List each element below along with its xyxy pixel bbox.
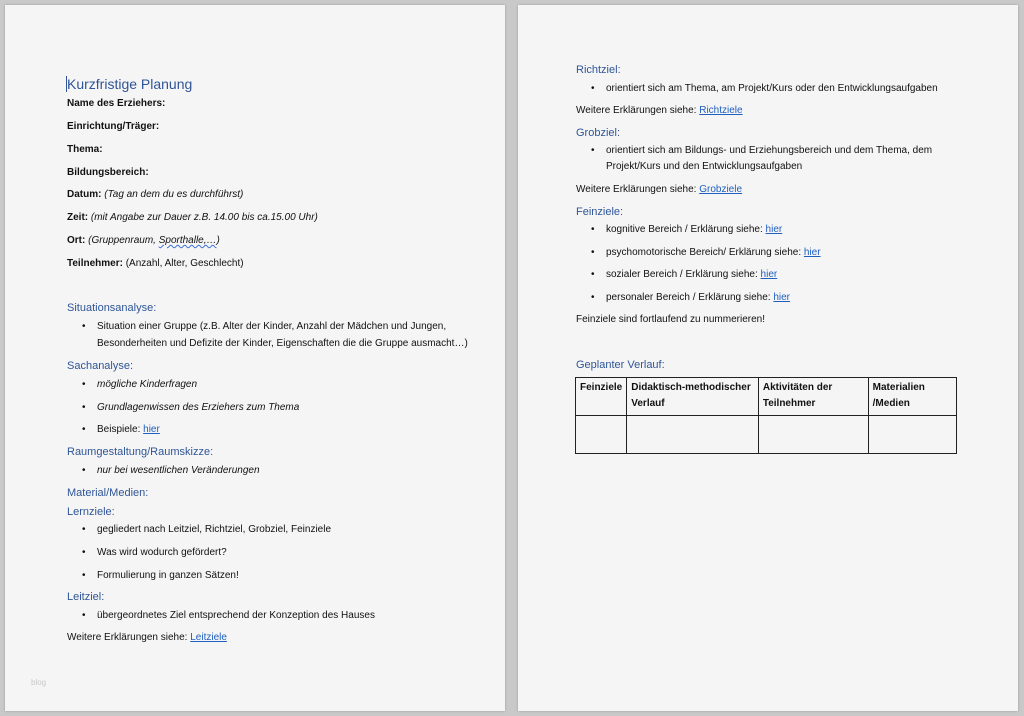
field-teilnehmer-label: Teilnehmer:	[67, 258, 123, 269]
raumgestaltung-item: nur bei wesentlichen Veränderungen	[97, 465, 260, 476]
field-zeit-label: Zeit:	[67, 212, 89, 223]
bullet-icon: •	[591, 224, 595, 235]
field-teilnehmer-value: (Anzahl, Alter, Geschlecht)	[125, 258, 244, 269]
leitziel-item: übergeordnetes Ziel entsprechend der Konzeption des Hauses	[97, 610, 375, 621]
field-zeit	[67, 211, 318, 224]
heading-richtziel: Richtziel:	[576, 64, 621, 76]
table-header-row	[576, 378, 957, 416]
document-page-1	[5, 5, 505, 711]
field-datum	[67, 188, 243, 201]
watermark: blog	[31, 678, 47, 687]
leitziele-link[interactable]: Leitziele	[190, 632, 227, 643]
feinziele-note: Feinziele sind fortlaufend zu nummerieren!	[576, 314, 765, 325]
verlauf-table	[575, 377, 957, 454]
field-name-label: Name des Erziehers:	[67, 98, 166, 109]
lernziele-item-3: Formulierung in ganzen Sätzen!	[97, 570, 239, 581]
field-datum-value: (Tag an dem du es durchführst)	[104, 189, 244, 200]
bullet-icon: •	[82, 379, 86, 390]
grobziele-link[interactable]: Grobziele	[699, 184, 743, 195]
field-datum-label: Datum:	[67, 189, 102, 200]
field-teilnehmer	[67, 257, 244, 270]
bullet-icon: •	[82, 570, 86, 581]
beispiele-link[interactable]: hier	[143, 424, 160, 435]
field-ort-label: Ort:	[67, 235, 86, 246]
lernziele-item-1: gegliedert nach Leitziel, Richtziel, Grobziel, Feinziele	[97, 524, 332, 535]
lernziele-item-2: Was wird wodurch gefördert?	[97, 547, 227, 558]
field-zeit-value: (mit Angabe zur Dauer z.B. 14.00 bis ca.15.00 Uhr)	[90, 212, 318, 223]
leitziel-more-label: Weitere Erklärungen siehe:	[67, 632, 191, 643]
table-header-verlauf: Didaktisch-methodischer Verlauf	[627, 378, 759, 416]
field-einrichtung-label: Einrichtung/Träger:	[67, 121, 160, 132]
feinziele-item-kognitiv	[606, 223, 782, 236]
field-bildungsbereich-label: Bildungsbereich:	[67, 167, 149, 178]
heading-grobziel: Grobziel:	[576, 127, 621, 139]
field-ort-value-post: )	[216, 235, 220, 246]
feinziele-item-text: kognitive Bereich / Erklärung siehe:	[606, 224, 766, 235]
feinziele-link-sozial[interactable]: hier	[760, 269, 778, 280]
bullet-icon: •	[591, 269, 595, 280]
richtziel-item: orientiert sich am Thema, am Projekt/Kurs oder den Entwicklungsaufgaben	[606, 83, 938, 94]
bullet-icon: •	[591, 292, 595, 303]
feinziele-item-sozial	[606, 268, 777, 281]
beispiele-label: Beispiele:	[97, 424, 144, 435]
heading-feinziele: Feinziele:	[576, 206, 624, 218]
table-header-aktivitaeten: Aktivitäten der Teilnehmer	[758, 378, 868, 416]
field-ort	[67, 234, 220, 247]
heading-leitziel: Leitziel:	[67, 591, 105, 603]
grobziel-line-1: orientiert sich am Bildungs- und Erziehungsbereich und dem Thema, dem	[606, 145, 933, 156]
feinziele-link-kognitiv[interactable]: hier	[765, 224, 783, 235]
heading-lernziele: Lernziele:	[67, 506, 115, 518]
feinziele-item-text: sozialer Bereich / Erklärung siehe:	[606, 269, 761, 280]
heading-sachanalyse: Sachanalyse:	[67, 360, 134, 372]
sachanalyse-beispiele	[97, 423, 160, 436]
richtziel-more-label: Weitere Erklärungen siehe:	[576, 105, 700, 116]
feinziele-item-text: psychomotorische Bereich/ Erklärung siehe:	[606, 247, 804, 258]
bullet-icon: •	[82, 424, 86, 435]
situationsanalyse-line-1: Situation einer Gruppe (z.B. Alter der Kinder, Anzahl der Mädchen und Jungen,	[97, 321, 447, 332]
situationsanalyse-line-2: Besonderheiten und Defizite der Kinder, Eigenschaften die die Gruppe ausmacht…)	[97, 338, 468, 349]
richtziele-link[interactable]: Richtziele	[699, 105, 743, 116]
document-page-2	[518, 5, 1018, 711]
bullet-icon: •	[591, 83, 595, 94]
table-header-feinziele: Feinziele	[576, 378, 627, 416]
document-title: Kurzfristige Planung	[67, 76, 193, 92]
heading-material-medien: Material/Medien:	[67, 487, 149, 499]
feinziele-item-psychomotorisch	[606, 246, 821, 259]
bullet-icon: •	[591, 247, 595, 258]
bullet-icon: •	[82, 321, 86, 332]
grobziel-more	[576, 183, 742, 196]
field-ort-value-pre: (Gruppenraum,	[88, 235, 159, 246]
table-header-materialien: Materialien /Medien	[868, 378, 956, 416]
leitziel-more	[67, 631, 227, 644]
feinziele-item-text: personaler Bereich / Erklärung siehe:	[606, 292, 774, 303]
bullet-icon: •	[591, 145, 595, 156]
sachanalyse-item-2: Grundlagenwissen des Erziehers zum Thema	[97, 402, 300, 413]
feinziele-link-psychomotorisch[interactable]: hier	[803, 247, 821, 258]
heading-situationsanalyse: Situationsanalyse:	[67, 302, 157, 314]
bullet-icon: •	[82, 402, 86, 413]
table-cell[interactable]	[576, 416, 627, 454]
field-thema-label: Thema:	[67, 144, 103, 155]
richtziel-more	[576, 104, 743, 117]
table-cell[interactable]	[868, 416, 956, 454]
feinziele-link-personal[interactable]: hier	[773, 292, 790, 303]
table-cell[interactable]	[758, 416, 868, 454]
grobziel-line-2: Projekt/Kurs und den Entwicklungsaufgaben	[606, 161, 803, 172]
feinziele-item-personal	[606, 291, 790, 304]
bullet-icon: •	[82, 465, 86, 476]
sachanalyse-item-1: mögliche Kinderfragen	[97, 379, 198, 390]
bullet-icon: •	[82, 524, 86, 535]
grobziel-more-label: Weitere Erklärungen siehe:	[576, 184, 700, 195]
bullet-icon: •	[82, 547, 86, 558]
heading-geplanter-verlauf: Geplanter Verlauf:	[576, 359, 665, 371]
field-ort-value-squiggle: Sporthalle,…	[158, 235, 217, 246]
table-row	[576, 416, 957, 454]
heading-raumgestaltung: Raumgestaltung/Raumskizze:	[67, 446, 214, 458]
table-cell[interactable]	[627, 416, 759, 454]
bullet-icon: •	[82, 610, 86, 621]
